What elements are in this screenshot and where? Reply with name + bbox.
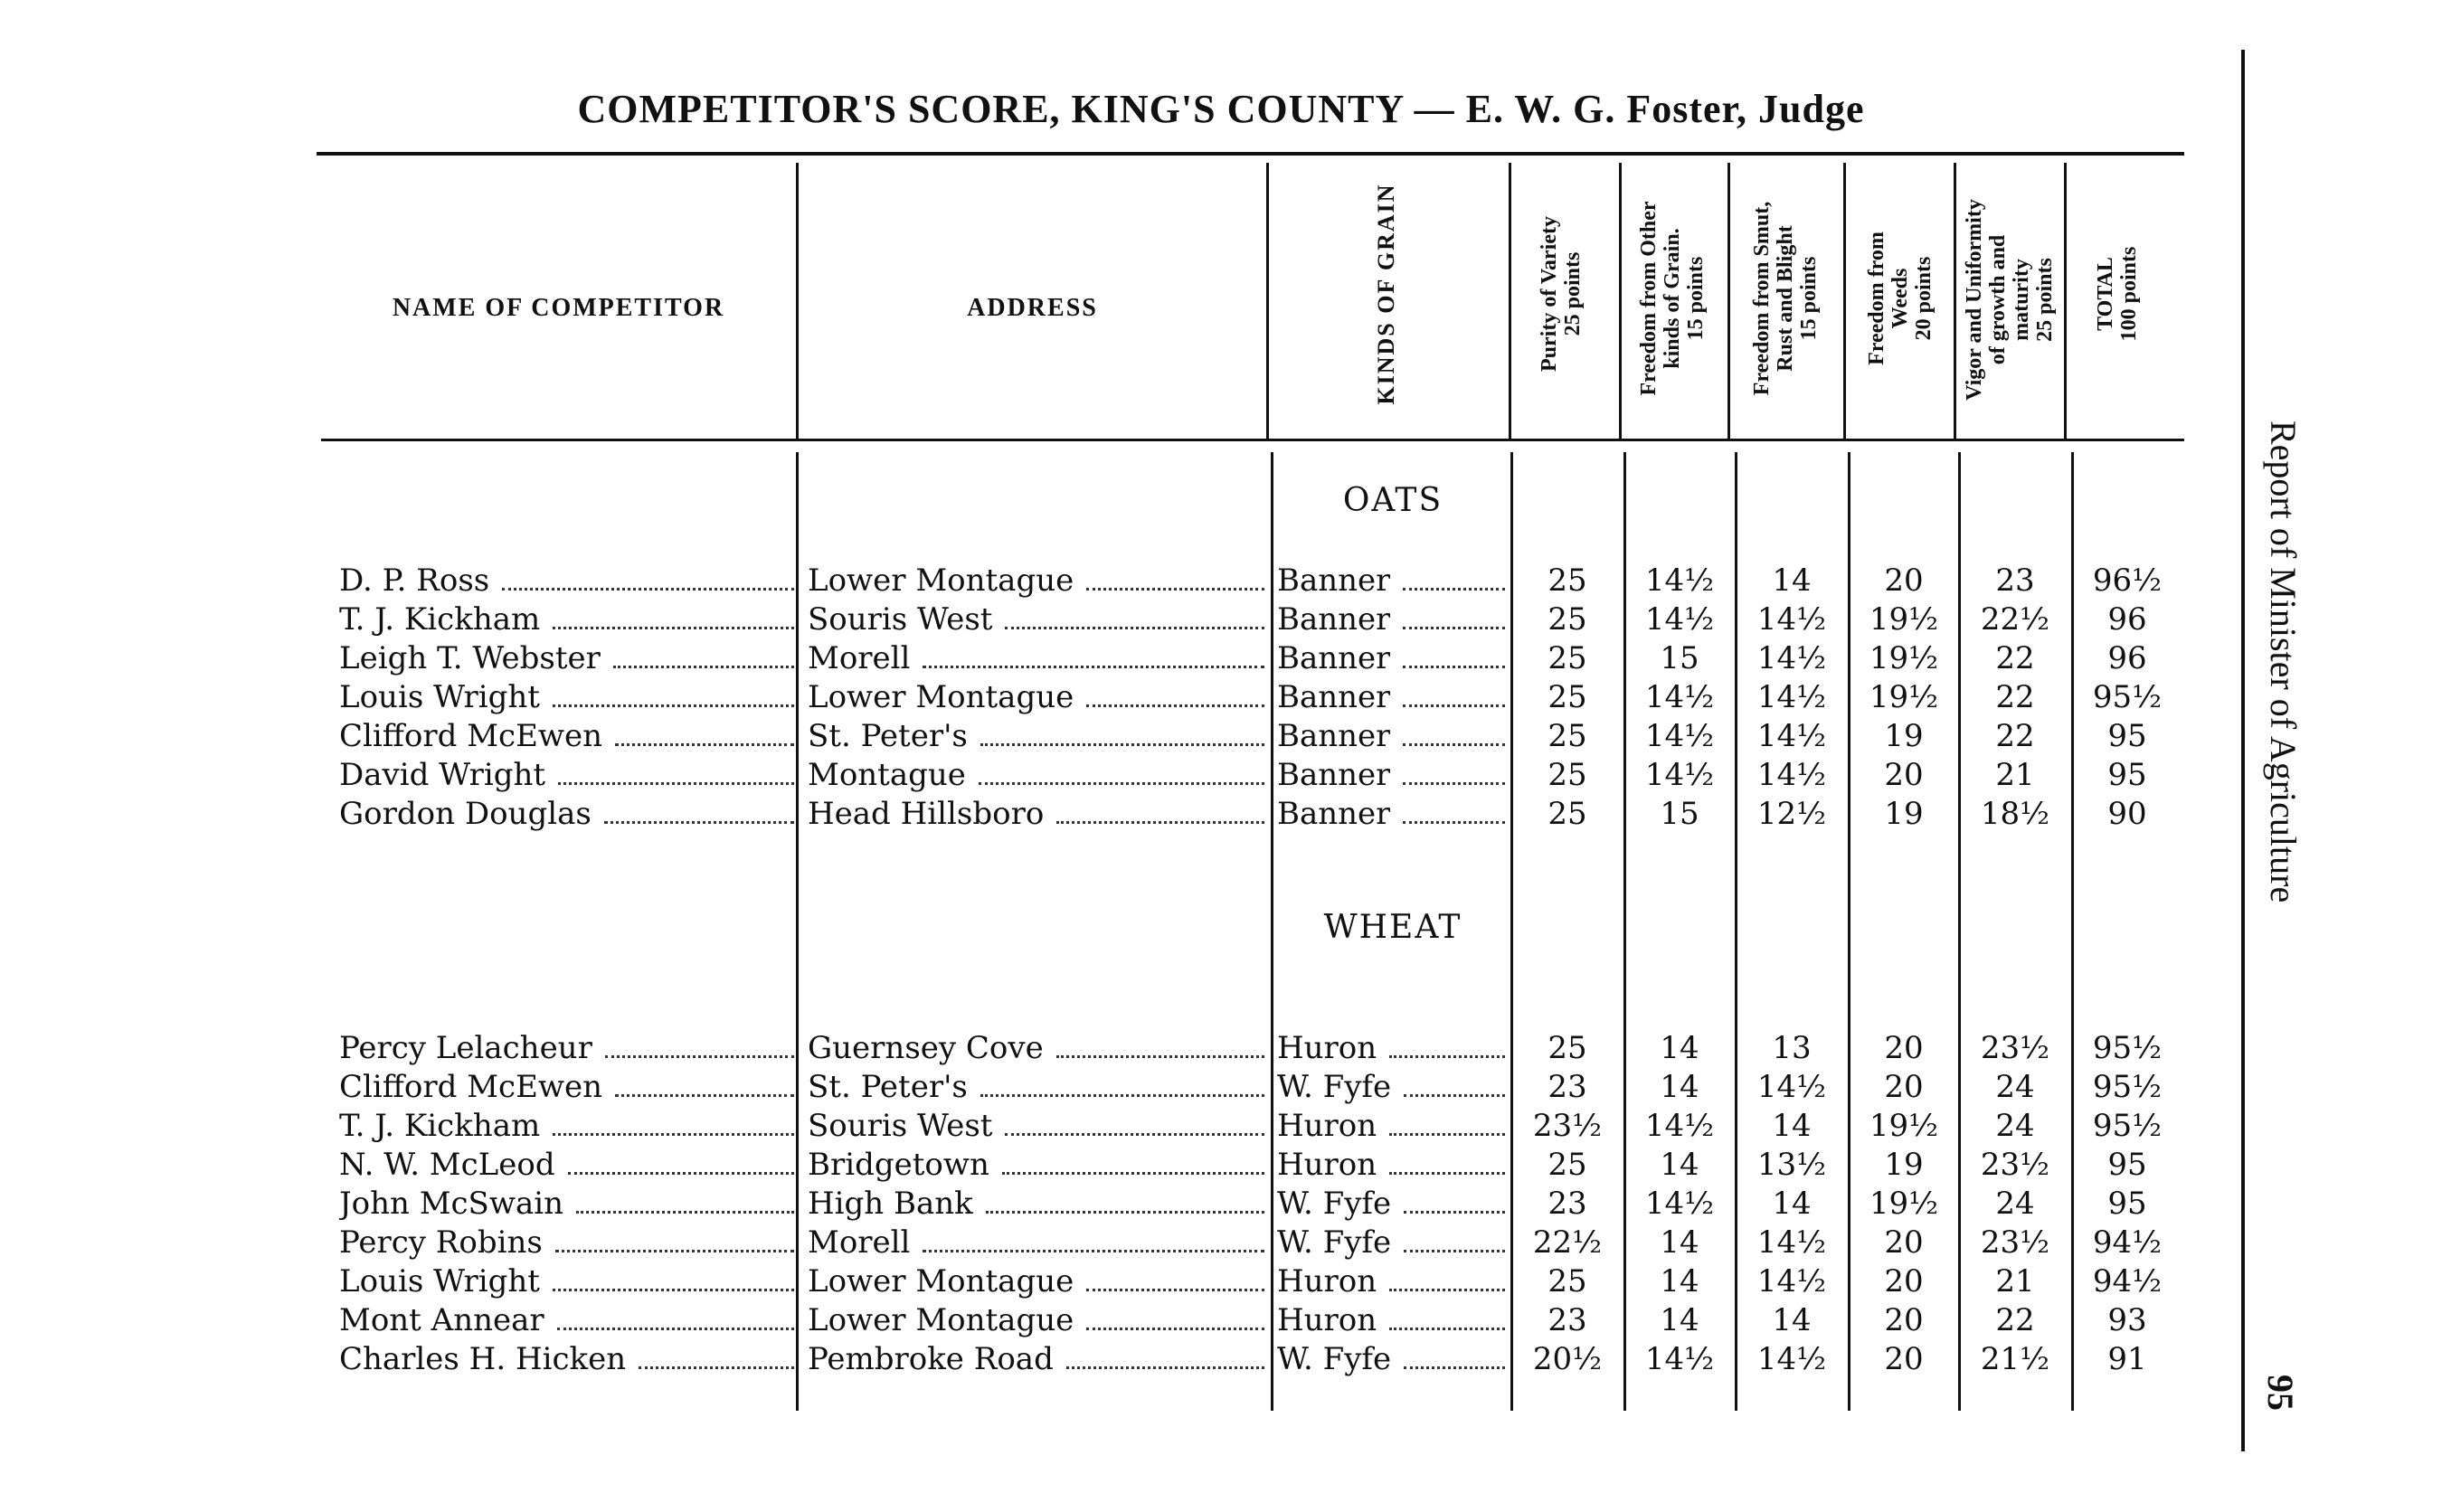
- page-title: COMPETITOR'S SCORE, KING'S COUNTY — E. W. G. Foster, Judge: [577, 87, 1865, 131]
- score-smut: 13½: [1756, 1147, 1827, 1183]
- score-total: 95: [2107, 1186, 2147, 1222]
- score-purity: 25: [1548, 718, 1587, 754]
- score-smut: 14: [1772, 1186, 1812, 1222]
- score-vigor: 23½: [1980, 1147, 2050, 1183]
- grain-kind: W. Fyfe: [1277, 1069, 1392, 1105]
- score-vigor: 23½: [1980, 1030, 2050, 1066]
- score-other: 14½: [1644, 679, 1715, 715]
- score-purity: 23: [1548, 1302, 1587, 1338]
- dot-leader: [576, 1184, 794, 1224]
- dot-leader: [639, 1339, 794, 1379]
- dot-leader: [605, 1028, 794, 1068]
- score-vigor: 24: [1995, 1069, 2035, 1105]
- competitor-address: Lower Montague: [808, 562, 1074, 599]
- score-total: 95: [2107, 718, 2147, 754]
- competitor-address: High Bank: [808, 1186, 973, 1222]
- dot-leader: [1389, 1300, 1505, 1340]
- score-purity: 22½: [1532, 1224, 1603, 1261]
- score-vigor: 22: [1995, 679, 2035, 715]
- dot-leader: [1389, 1028, 1505, 1068]
- score-other: 14½: [1644, 718, 1715, 754]
- score-smut: 14½: [1756, 601, 1827, 638]
- header-divider: [1843, 163, 1846, 439]
- competitor-name: Percy Robins: [339, 1224, 543, 1261]
- grain-kind: Banner: [1277, 718, 1391, 754]
- header-name: NAME OF COMPETITOR: [392, 294, 725, 322]
- competitor-address: St. Peter's: [808, 718, 968, 754]
- dot-leader: [553, 1262, 794, 1301]
- section-label-wheat: WHEAT: [1323, 909, 1462, 946]
- score-smut: 14½: [1756, 1069, 1827, 1105]
- score-vigor: 24: [1995, 1108, 2035, 1144]
- score-smut: 14½: [1756, 679, 1827, 715]
- score-other: 15: [1660, 640, 1699, 676]
- competitor-address: Morell: [808, 640, 911, 676]
- competitor-address: Bridgetown: [808, 1147, 989, 1183]
- score-weeds: 20: [1884, 1224, 1924, 1261]
- competitor-address: Souris West: [808, 601, 993, 638]
- competitor-address: Lower Montague: [808, 1263, 1074, 1299]
- score-total: 96: [2107, 601, 2147, 638]
- dot-leader: [1086, 1300, 1264, 1340]
- competitor-name: John McSwain: [339, 1186, 563, 1222]
- score-smut: 14½: [1756, 1341, 1827, 1377]
- dot-leader: [1404, 1223, 1505, 1262]
- score-vigor: 23½: [1980, 1224, 2050, 1261]
- score-weeds: 20: [1884, 1069, 1924, 1105]
- dot-leader: [1403, 561, 1505, 600]
- dot-leader: [1403, 677, 1505, 717]
- dot-leader: [615, 1067, 794, 1107]
- competitor-name: N. W. McLeod: [339, 1147, 555, 1183]
- score-purity: 23: [1548, 1186, 1587, 1222]
- score-smut: 14½: [1756, 1263, 1827, 1299]
- dot-leader: [553, 677, 794, 717]
- dot-leader: [1404, 1339, 1505, 1379]
- competitor-name: T. J. Kickham: [339, 601, 541, 638]
- score-other: 15: [1660, 796, 1699, 832]
- grain-kind: Banner: [1277, 640, 1391, 676]
- score-other: 14: [1660, 1263, 1699, 1299]
- header-top-rule: [317, 152, 2184, 156]
- grain-kind: W. Fyfe: [1277, 1186, 1392, 1222]
- score-total: 91: [2107, 1341, 2147, 1377]
- score-purity: 25: [1548, 1147, 1587, 1183]
- competitor-name: D. P. Ross: [339, 562, 490, 599]
- score-other: 14: [1660, 1224, 1699, 1261]
- page-number: 95: [2260, 1375, 2301, 1411]
- competitor-address: Souris West: [808, 1108, 993, 1144]
- competitor-name: T. J. Kickham: [339, 1108, 541, 1144]
- score-weeds: 19½: [1869, 640, 1939, 676]
- score-total: 95: [2107, 757, 2147, 793]
- dot-leader: [1403, 794, 1505, 834]
- score-purity: 25: [1548, 757, 1587, 793]
- header-divider: [1954, 163, 1956, 439]
- score-other: 14½: [1644, 757, 1715, 793]
- grain-kind: Banner: [1277, 757, 1391, 793]
- score-purity: 25: [1548, 1263, 1587, 1299]
- score-total: 95½: [2092, 1108, 2163, 1144]
- score-weeds: 20: [1884, 757, 1924, 793]
- grain-kind: Huron: [1277, 1263, 1377, 1299]
- score-purity: 25: [1548, 640, 1587, 676]
- dot-leader: [568, 1145, 794, 1185]
- score-vigor: 21: [1995, 1263, 2035, 1299]
- dot-leader: [1005, 1106, 1264, 1146]
- score-other: 14: [1660, 1030, 1699, 1066]
- dot-leader: [555, 1223, 794, 1262]
- score-smut: 14½: [1756, 718, 1827, 754]
- score-purity: 25: [1548, 679, 1587, 715]
- dot-leader: [1002, 1145, 1264, 1185]
- header-freedom-other: Freedom from Other kinds of Grain. 15 points: [1637, 201, 1708, 396]
- dot-leader: [502, 561, 794, 600]
- competitor-address: Morell: [808, 1224, 911, 1261]
- score-weeds: 19½: [1869, 1186, 1939, 1222]
- body-divider: [796, 452, 799, 1411]
- header-divider: [1509, 163, 1511, 439]
- score-smut: 14: [1772, 1108, 1812, 1144]
- dot-leader: [979, 755, 1264, 795]
- dot-leader: [980, 716, 1264, 756]
- score-purity: 25: [1548, 1030, 1587, 1066]
- grain-kind: Huron: [1277, 1030, 1377, 1066]
- competitor-name: Percy Lelacheur: [339, 1030, 592, 1066]
- side-title: Report of Minister of Agriculture: [2263, 421, 2304, 903]
- competitor-address: Pembroke Road: [808, 1341, 1054, 1377]
- score-vigor: 21: [1995, 757, 2035, 793]
- dot-leader: [615, 716, 794, 756]
- competitor-address: Lower Montague: [808, 1302, 1074, 1338]
- score-vigor: 21½: [1980, 1341, 2050, 1377]
- dot-leader: [1086, 1262, 1264, 1301]
- dot-leader: [1066, 1339, 1264, 1379]
- dot-leader: [557, 1300, 794, 1340]
- score-total: 95½: [2092, 1030, 2163, 1066]
- competitor-name: David Wright: [339, 757, 546, 793]
- score-other: 14: [1660, 1302, 1699, 1338]
- dot-leader: [1389, 1145, 1505, 1185]
- competitor-name: Leigh T. Webster: [339, 640, 601, 676]
- score-smut: 14: [1772, 562, 1812, 599]
- competitor-name: Charles H. Hicken: [339, 1341, 627, 1377]
- dot-leader: [1404, 1184, 1505, 1224]
- dot-leader: [923, 1223, 1264, 1262]
- score-weeds: 20: [1884, 562, 1924, 599]
- header-address: ADDRESS: [967, 294, 1098, 322]
- score-total: 96½: [2092, 562, 2163, 599]
- dot-leader: [604, 794, 794, 834]
- competitor-address: Guernsey Cove: [808, 1030, 1044, 1066]
- competitor-name: Gordon Douglas: [339, 796, 592, 832]
- dot-leader: [1403, 755, 1505, 795]
- score-vigor: 22: [1995, 1302, 2035, 1338]
- dot-leader: [1389, 1262, 1505, 1301]
- score-other: 14: [1660, 1069, 1699, 1105]
- header-vigor: Vigor and Uniformity of growth and maturity 25 points: [1963, 199, 2057, 401]
- header-freedom-weeds: Freedom from Weeds 20 points: [1865, 232, 1936, 365]
- score-vigor: 22: [1995, 640, 2035, 676]
- dot-leader: [1403, 638, 1505, 678]
- score-purity: 25: [1548, 601, 1587, 638]
- dot-leader: [980, 1067, 1264, 1107]
- grain-kind: Huron: [1277, 1302, 1377, 1338]
- score-weeds: 20: [1884, 1341, 1924, 1377]
- score-weeds: 19: [1884, 1147, 1924, 1183]
- header-divider: [1727, 163, 1730, 439]
- score-purity: 25: [1548, 796, 1587, 832]
- score-smut: 14½: [1756, 757, 1827, 793]
- header-divider: [1619, 163, 1622, 439]
- dot-leader: [1056, 1028, 1264, 1068]
- dot-leader: [613, 638, 794, 678]
- score-total: 95½: [2092, 679, 2163, 715]
- dot-leader: [1403, 600, 1505, 639]
- score-vigor: 22: [1995, 718, 2035, 754]
- page-edge-rule: [2241, 50, 2245, 1451]
- header-freedom-smut: Freedom from Smut, Rust and Blight 15 points: [1750, 201, 1821, 396]
- header-divider: [1266, 163, 1269, 439]
- competitor-name: Clifford McEwen: [339, 718, 603, 754]
- grain-kind: Banner: [1277, 601, 1391, 638]
- dot-leader: [1056, 794, 1264, 834]
- score-smut: 14: [1772, 1302, 1812, 1338]
- section-label-oats: OATS: [1342, 482, 1443, 519]
- score-weeds: 20: [1884, 1263, 1924, 1299]
- dot-leader: [1404, 1067, 1505, 1107]
- header-purity: Purity of Variety 25 points: [1538, 216, 1585, 372]
- header-total: TOTAL 100 points: [2094, 246, 2141, 342]
- grain-kind: Banner: [1277, 562, 1391, 599]
- dot-leader: [553, 1106, 794, 1146]
- dot-leader: [986, 1184, 1264, 1224]
- score-total: 94½: [2092, 1224, 2163, 1261]
- dot-leader: [1403, 716, 1505, 756]
- competitor-address: Montague: [808, 757, 966, 793]
- competitor-address: Head Hillsboro: [808, 796, 1045, 832]
- header-divider: [2064, 163, 2067, 439]
- score-smut: 13: [1772, 1030, 1812, 1066]
- score-purity: 23: [1548, 1069, 1587, 1105]
- score-smut: 12½: [1756, 796, 1827, 832]
- score-other: 14: [1660, 1147, 1699, 1183]
- score-total: 95: [2107, 1147, 2147, 1183]
- grain-kind: Huron: [1277, 1108, 1377, 1144]
- score-weeds: 19: [1884, 718, 1924, 754]
- header-kinds-of-grain: KINDS OF GRAIN: [1373, 183, 1399, 405]
- score-weeds: 20: [1884, 1302, 1924, 1338]
- score-purity: 25: [1548, 562, 1587, 599]
- score-purity: 20½: [1532, 1341, 1603, 1377]
- score-vigor: 24: [1995, 1186, 2035, 1222]
- dot-leader: [1086, 561, 1264, 600]
- score-smut: 14½: [1756, 640, 1827, 676]
- grain-kind: Banner: [1277, 796, 1391, 832]
- score-other: 14½: [1644, 1108, 1715, 1144]
- score-weeds: 19½: [1869, 601, 1939, 638]
- score-total: 95½: [2092, 1069, 2163, 1105]
- competitor-name: Louis Wright: [339, 1263, 540, 1299]
- dot-leader: [1086, 677, 1264, 717]
- score-other: 14½: [1644, 1186, 1715, 1222]
- grain-kind: W. Fyfe: [1277, 1224, 1392, 1261]
- dot-leader: [558, 755, 794, 795]
- dot-leader: [923, 638, 1264, 678]
- dot-leader: [1389, 1106, 1505, 1146]
- competitor-name: Louis Wright: [339, 679, 540, 715]
- grain-kind: Huron: [1277, 1147, 1377, 1183]
- score-smut: 14½: [1756, 1224, 1827, 1261]
- score-purity: 23½: [1532, 1108, 1603, 1144]
- score-total: 90: [2107, 796, 2147, 832]
- score-vigor: 18½: [1980, 796, 2050, 832]
- dot-leader: [553, 600, 794, 639]
- competitor-name: Clifford McEwen: [339, 1069, 603, 1105]
- score-total: 94½: [2092, 1263, 2163, 1299]
- score-other: 14½: [1644, 601, 1715, 638]
- score-weeds: 19½: [1869, 1108, 1939, 1144]
- grain-kind: Banner: [1277, 679, 1391, 715]
- score-other: 14½: [1644, 1341, 1715, 1377]
- competitor-address: Lower Montague: [808, 679, 1074, 715]
- competitor-name: Mont Annear: [339, 1302, 544, 1338]
- header-bottom-rule: [321, 439, 2184, 441]
- competitor-address: St. Peter's: [808, 1069, 968, 1105]
- score-weeds: 20: [1884, 1030, 1924, 1066]
- dot-leader: [1005, 600, 1264, 639]
- score-total: 93: [2107, 1302, 2147, 1338]
- score-vigor: 22½: [1980, 601, 2050, 638]
- score-weeds: 19: [1884, 796, 1924, 832]
- score-other: 14½: [1644, 562, 1715, 599]
- grain-kind: W. Fyfe: [1277, 1341, 1392, 1377]
- score-total: 96: [2107, 640, 2147, 676]
- body-divider: [1271, 452, 1273, 1411]
- score-weeds: 19½: [1869, 679, 1939, 715]
- score-vigor: 23: [1995, 562, 2035, 599]
